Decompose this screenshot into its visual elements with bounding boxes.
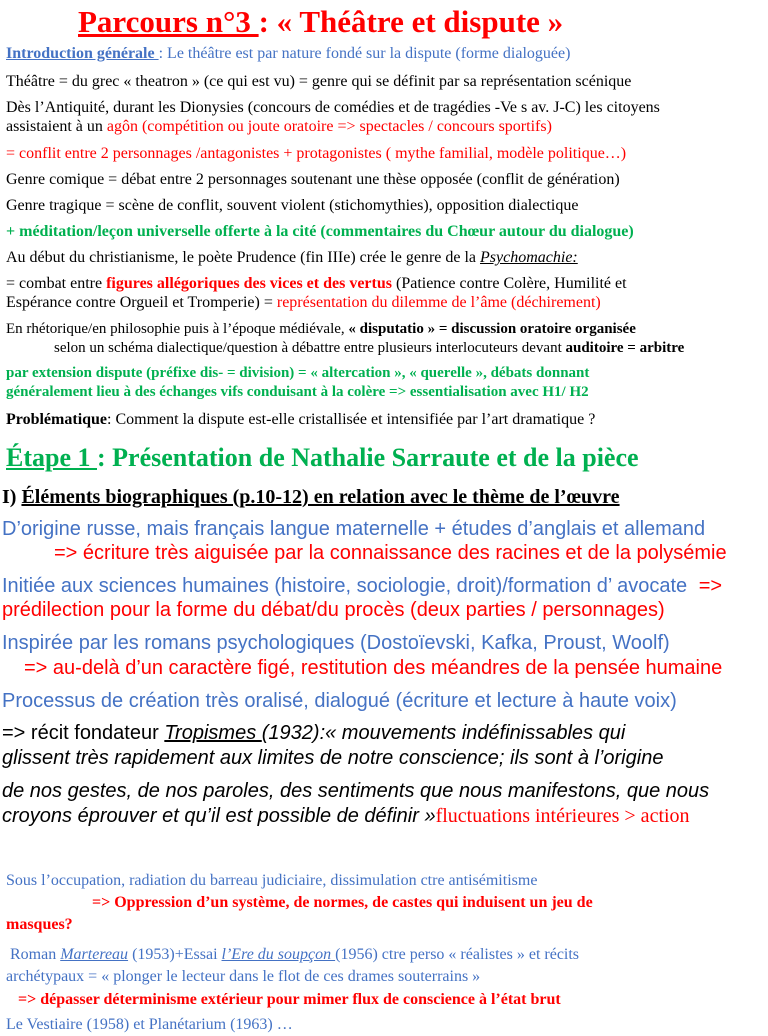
intro-l8c: (Patience contre Colère, Humilité et (391, 275, 627, 292)
etape-heading (6, 441, 639, 475)
etape-label: Étape 1 (6, 443, 97, 472)
bio-line-9: glissent très rapidement aux limites de notre conscience; ils sont à l’origine (2, 747, 664, 769)
bottom-l4a: Roman (10, 946, 61, 963)
bio-line-5: Inspirée par les romans psychologiques (Dostoïevski, Kafka, Proust, Woolf) (2, 632, 670, 654)
intro-line-7 (6, 247, 578, 269)
bio-l3a: Initiée aux sciences humaines (histoire, sociologie, droit)/formation d’ avocate (2, 575, 693, 597)
bottom-l4e: (1956) ctre perso « réalistes » et récits (335, 946, 580, 963)
section-number: I) (2, 486, 22, 508)
bio-line-1: D’origine russe, mais français langue maternelle + études d’anglais et allemand (2, 518, 706, 540)
intro-line-12: par extension dispute (préfixe dis- = division) = « altercation », « querelle », débats donnant (6, 365, 590, 381)
bio-line-10: de nos gestes, de nos paroles, des sentiments que nous manifestons, que nous (2, 780, 710, 802)
bio-line-7: Processus de création très oralisé, dialogué (écriture et lecture à haute voix) (2, 690, 677, 712)
intro-l7b: Psychomachie: (480, 249, 578, 266)
bottom-l4c: (1953)+Essai (128, 946, 222, 963)
bio-line-2: => écriture très aiguisée par la connaissance des racines et de la polysémie (54, 542, 727, 564)
bottom-line-3: masques? (6, 916, 73, 933)
bottom-line-5: archétypaux = « plonger le lecteur dans le flot de ces drames souterrains » (6, 968, 481, 985)
intro-l8b: figures allégoriques des vices et des vertus (106, 275, 392, 292)
intro-l10a: En rhétorique/en philosophie puis à l’époque médiévale, (6, 321, 349, 337)
bottom-line-1: Sous l’occupation, radiation du barreau judiciaire, dissimulation ctre antisémitisme (6, 872, 538, 889)
intro-line-3: = conflit entre 2 personnages /antagonistes + protagonistes ( mythe familial, modèle politique…) (6, 145, 627, 162)
intro-l9a: Espérance contre Orgueil et Tromperie) = (6, 294, 277, 311)
bottom-l4b: Martereau (60, 946, 129, 963)
intro-line-2a: Dès l’Antiquité, durant les Dionysies (concours de comédies et de tragédies -Ve s av. J-C) les citoyens (6, 99, 660, 116)
bio-line-4: prédilection pour la forme du débat/du procès (deux parties / personnages) (2, 599, 665, 621)
intro-l11a: selon un schéma dialectique/question à débattre entre plusieurs interlocuteurs devant (54, 340, 566, 356)
section-title: Éléments biographiques (p.10-12) en relation avec le thème de l’œuvre (21, 486, 620, 508)
etape-text: : Présentation de Nathalie Sarraute et de la pièce (97, 443, 639, 472)
bio-l11a: croyons éprouver et qu’il est possible de définir » (2, 805, 436, 827)
intro-l2c: agôn (compétition ou joute oratoire => spectacles / concours sportifs) (106, 118, 552, 135)
bio-l8a: => récit fondateur (2, 722, 165, 744)
bio-l8b: Tropismes (164, 722, 262, 744)
intro-l11b: auditoire = arbitre (565, 340, 685, 356)
intro-line-11 (54, 338, 684, 359)
problematique (6, 409, 595, 431)
bottom-line-2: => Oppression d’un système, de normes, de castes qui induisent un jeu de (92, 894, 593, 911)
intro-l7a: Au début du christianisme, le poète Prudence (fin IIIe) crée le genre de la (6, 249, 481, 266)
bio-l11b: fluctuations intérieures > action (435, 805, 690, 827)
bottom-l4d: l’Ere du soupçon (221, 946, 336, 963)
intro-label: Introduction générale (6, 45, 159, 62)
intro-l10b: « disputatio » = discussion oratoire organisée (348, 321, 636, 337)
bio-line-6: => au-delà d’un caractère figé, restitution des méandres de la pensée humaine (24, 657, 723, 679)
intro-line-1: Théâtre = du grec « theatron » (ce qui est vu) = genre qui se définit par sa représentation scénique (6, 73, 632, 90)
intro-line-0 (6, 43, 570, 65)
intro-line-10 (6, 319, 636, 340)
page-title (78, 2, 563, 42)
title-part-1: Parcours n°3 (78, 4, 259, 39)
bio-l3b: => (698, 575, 723, 597)
problematique-label: Problématique (6, 411, 108, 428)
bio-line-8 (2, 721, 625, 746)
bio-line-11 (2, 804, 690, 829)
section-heading (2, 484, 620, 510)
intro-line-9 (6, 292, 601, 314)
intro-line-4: Genre comique = débat entre 2 personnages soutenant une thèse opposée (conflit de génération) (6, 171, 620, 188)
intro-line-5: Genre tragique = scène de conflit, souvent violent (stichomythies), opposition dialectique (6, 197, 579, 214)
intro-l2b: assistaient à un (6, 118, 107, 135)
problematique-text: : Comment la dispute est-elle cristallisée et intensifiée par l’art dramatique ? (107, 411, 596, 428)
bio-l8c: (1932):« mouvements indéfinissables qui (261, 722, 626, 744)
intro-l9b: représentation du dilemme de l’âme (déchirement) (276, 294, 601, 311)
bottom-line-6: => dépasser déterminisme extérieur pour mimer flux de conscience à l’état brut (18, 991, 561, 1008)
intro-line-2b (6, 116, 552, 138)
title-part-2: : « Théâtre et dispute » (258, 4, 564, 39)
intro-line-13: généralement lieu à des échanges vifs conduisant à la colère => essentialisation avec H1/ H2 (6, 384, 589, 400)
bottom-line-4 (10, 944, 579, 966)
intro-l8a: = combat entre (6, 275, 107, 292)
intro-text: : Le théâtre est par nature fondé sur la dispute (forme dialoguée) (158, 45, 571, 62)
intro-line-6: + méditation/leçon universelle offerte à la cité (commentaires du Chœur autour du dialogue) (6, 223, 634, 240)
bio-line-3 (2, 574, 722, 599)
bottom-line-7: Le Vestiaire (1958) et Planétarium (1963) … (6, 1016, 293, 1033)
